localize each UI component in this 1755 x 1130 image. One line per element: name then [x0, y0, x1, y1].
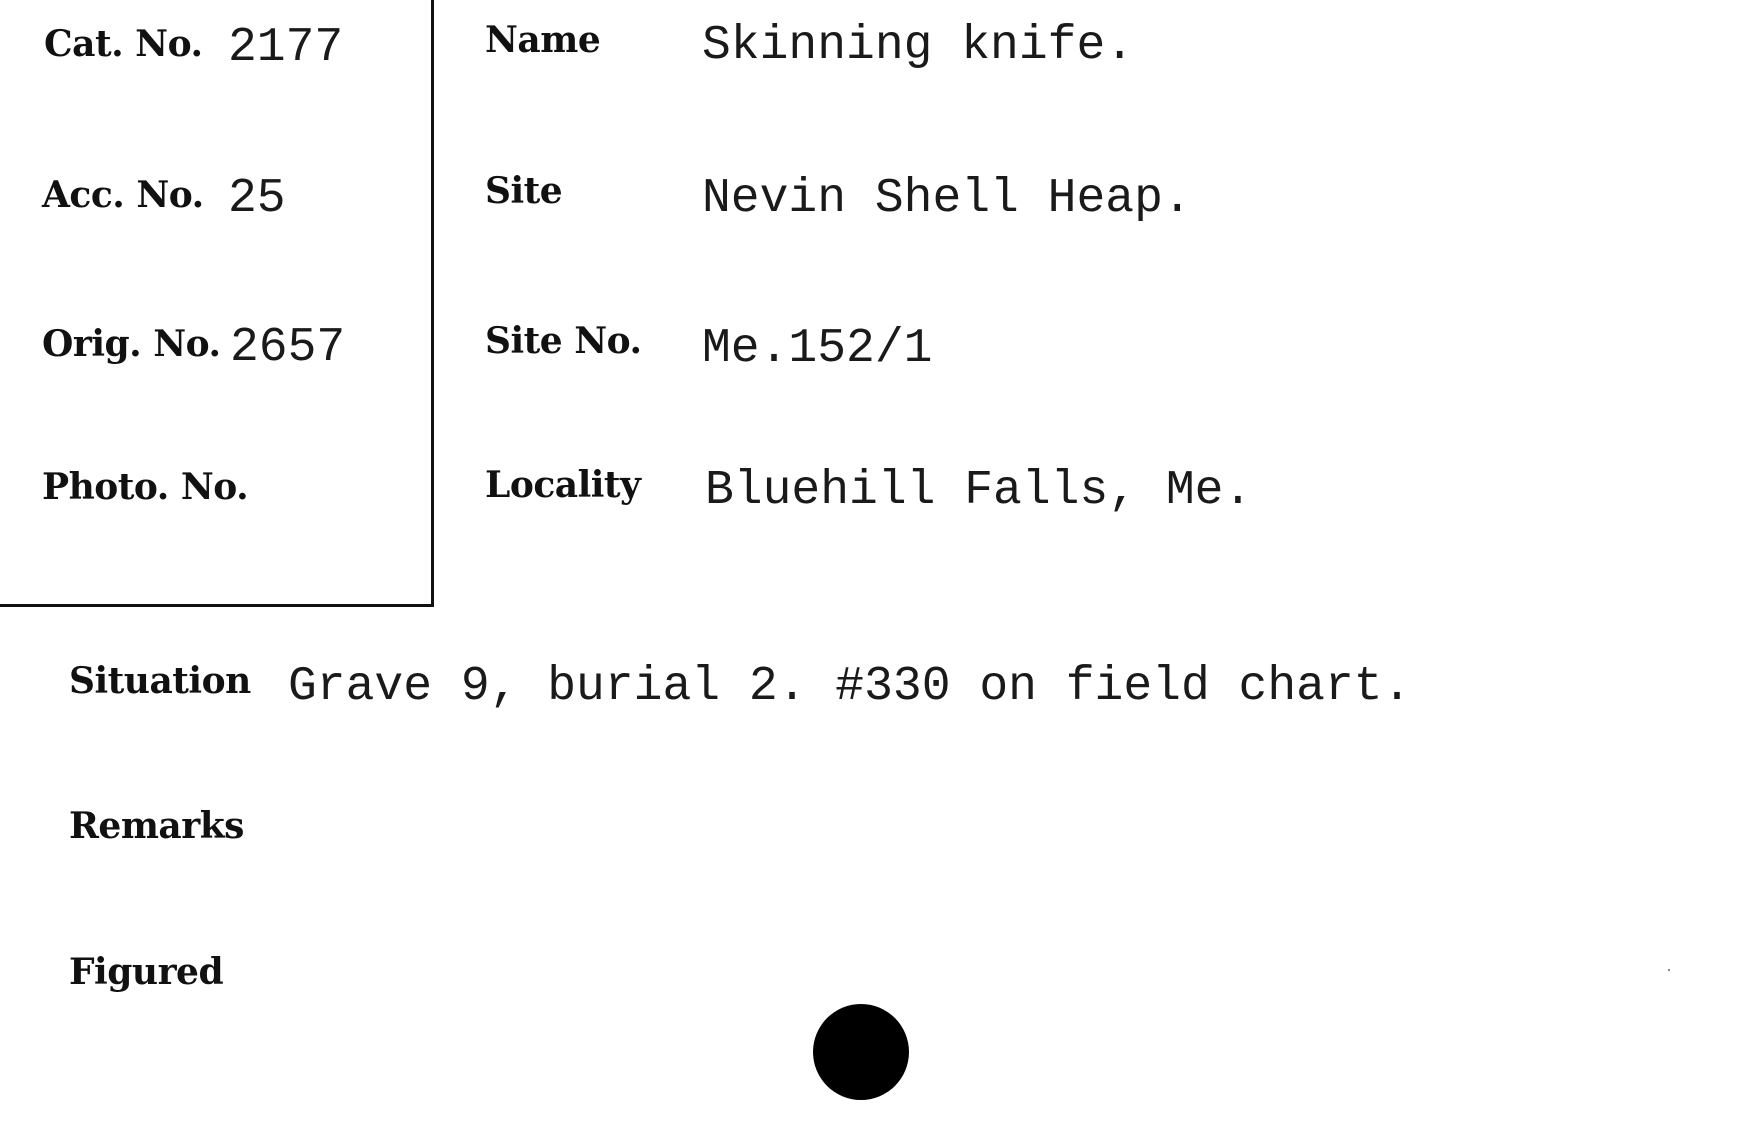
cat-no-label: Cat. No.: [44, 23, 203, 65]
orig-no-value: 2657: [230, 321, 346, 375]
orig-no-label: Orig. No.: [42, 323, 221, 365]
situation-value: Grave 9, burial 2. #330 on field chart.: [288, 660, 1412, 714]
identifier-box: [0, 0, 434, 607]
punch-hole: [813, 1004, 909, 1100]
photo-no-label: Photo. No.: [42, 466, 249, 508]
remarks-label: Remarks: [69, 805, 244, 847]
locality-value: Bluehill Falls, Me.: [705, 464, 1253, 518]
name-value: Skinning knife.: [702, 19, 1135, 73]
locality-label: Locality: [485, 464, 641, 506]
paper-speck: [1668, 969, 1670, 971]
figured-label: Figured: [69, 951, 224, 993]
situation-label: Situation: [69, 660, 251, 702]
acc-no-value: 25: [228, 172, 286, 226]
site-label: Site: [485, 170, 563, 212]
acc-no-label: Acc. No.: [42, 174, 204, 216]
cat-no-value: 2177: [228, 21, 344, 75]
site-value: Nevin Shell Heap.: [702, 172, 1192, 226]
name-label: Name: [485, 19, 601, 61]
site-no-label: Site No.: [485, 320, 642, 362]
site-no-value: Me.152/1: [702, 322, 933, 376]
